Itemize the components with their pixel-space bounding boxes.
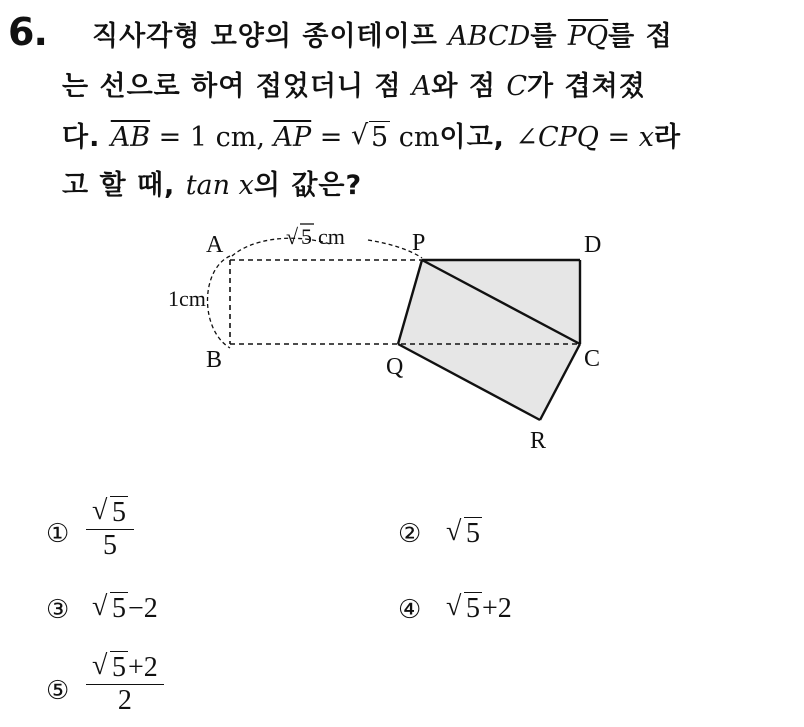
choice-1-sqrt: [92, 497, 128, 529]
label-q: Q: [386, 354, 404, 380]
radicand: 5: [112, 497, 126, 528]
choice-4-tail: +2: [482, 593, 512, 624]
choice-5-fraction[interactable]: [86, 652, 164, 717]
radicand: 5: [112, 652, 126, 683]
label-a: A: [206, 232, 224, 258]
dashed-brace-1cm: [208, 256, 231, 348]
dashed-brace-sqrt5: [232, 238, 330, 256]
label-1cm: 1cm: [168, 286, 206, 311]
question-text: 를: [530, 21, 568, 52]
choice-5-tail: +2: [128, 652, 158, 683]
choice-1-number[interactable]: ①: [46, 519, 70, 549]
label-sqrt5-radicand: 5: [301, 224, 312, 249]
choice-5-numerator: [86, 652, 164, 685]
question-text: 직사각형 모양의 종이테이프: [92, 21, 449, 52]
math-point-c: C: [506, 71, 528, 102]
label-p: P: [412, 230, 426, 256]
choice-4-sqrt: [446, 593, 482, 625]
math-abcd: ABCD: [448, 21, 531, 52]
choice-3-value[interactable]: [92, 593, 158, 625]
math-segment-ap: $\overline{AP}$: [273, 122, 312, 153]
math-tanx: tan x: [185, 170, 254, 201]
question-number: 6.: [8, 10, 47, 54]
question-text: 고 할 때,: [62, 170, 186, 201]
choice-1-numerator: [86, 497, 134, 530]
label-b: B: [206, 347, 223, 373]
sqrt-symbol: √: [286, 224, 299, 249]
choice-3-number[interactable]: ③: [46, 595, 70, 625]
math-expr: =: [311, 122, 352, 153]
shape-trapezoid-pdcq: [398, 260, 580, 344]
math-point-a: A: [411, 71, 432, 102]
question-text: 다.: [62, 122, 111, 153]
label-sqrt5-unit: cm: [318, 224, 345, 249]
radicand: 5: [466, 593, 480, 624]
math-segment-ab: $\overline{AB}$: [110, 122, 151, 153]
choice-3-sqrt: [92, 593, 128, 625]
question-text: 와 점: [431, 71, 507, 102]
label-d: D: [584, 232, 602, 258]
choice-1-denominator: 5: [103, 530, 117, 561]
label-c: C: [584, 346, 601, 372]
question-text: 라: [653, 122, 682, 153]
choice-2-sqrt: [446, 518, 482, 550]
choice-2-value[interactable]: [446, 518, 482, 550]
radicand: 5: [371, 122, 389, 153]
radicand: 5: [112, 593, 126, 624]
question-text: 는 선으로 하여 접었더니 점: [62, 71, 412, 102]
question-text: 가 겹쳐졌: [527, 71, 646, 102]
label-r: R: [530, 428, 547, 454]
choice-2-number[interactable]: ②: [398, 519, 422, 549]
math-angle: ∠CPQ = x: [515, 122, 654, 153]
choice-4-value[interactable]: [446, 593, 512, 625]
radicand: 5: [466, 518, 480, 549]
math-segment-pq: $\overline{PQ}$: [567, 21, 609, 52]
choice-1-fraction[interactable]: [86, 497, 134, 562]
question-text: 이고,: [439, 122, 516, 153]
shape-folded-triangle: [398, 344, 580, 420]
math-unit: cm: [390, 122, 440, 153]
choice-4-number[interactable]: ④: [398, 595, 422, 625]
math-expr: = 1 cm,: [150, 122, 274, 153]
question-text: 의 값은?: [253, 170, 363, 201]
choice-3-tail: −2: [128, 593, 158, 624]
choice-5-number[interactable]: ⑤: [46, 676, 70, 706]
question-text: 를 접: [608, 21, 673, 52]
choice-5-denominator: 2: [117, 685, 132, 716]
choice-5-sqrt: [92, 652, 128, 684]
